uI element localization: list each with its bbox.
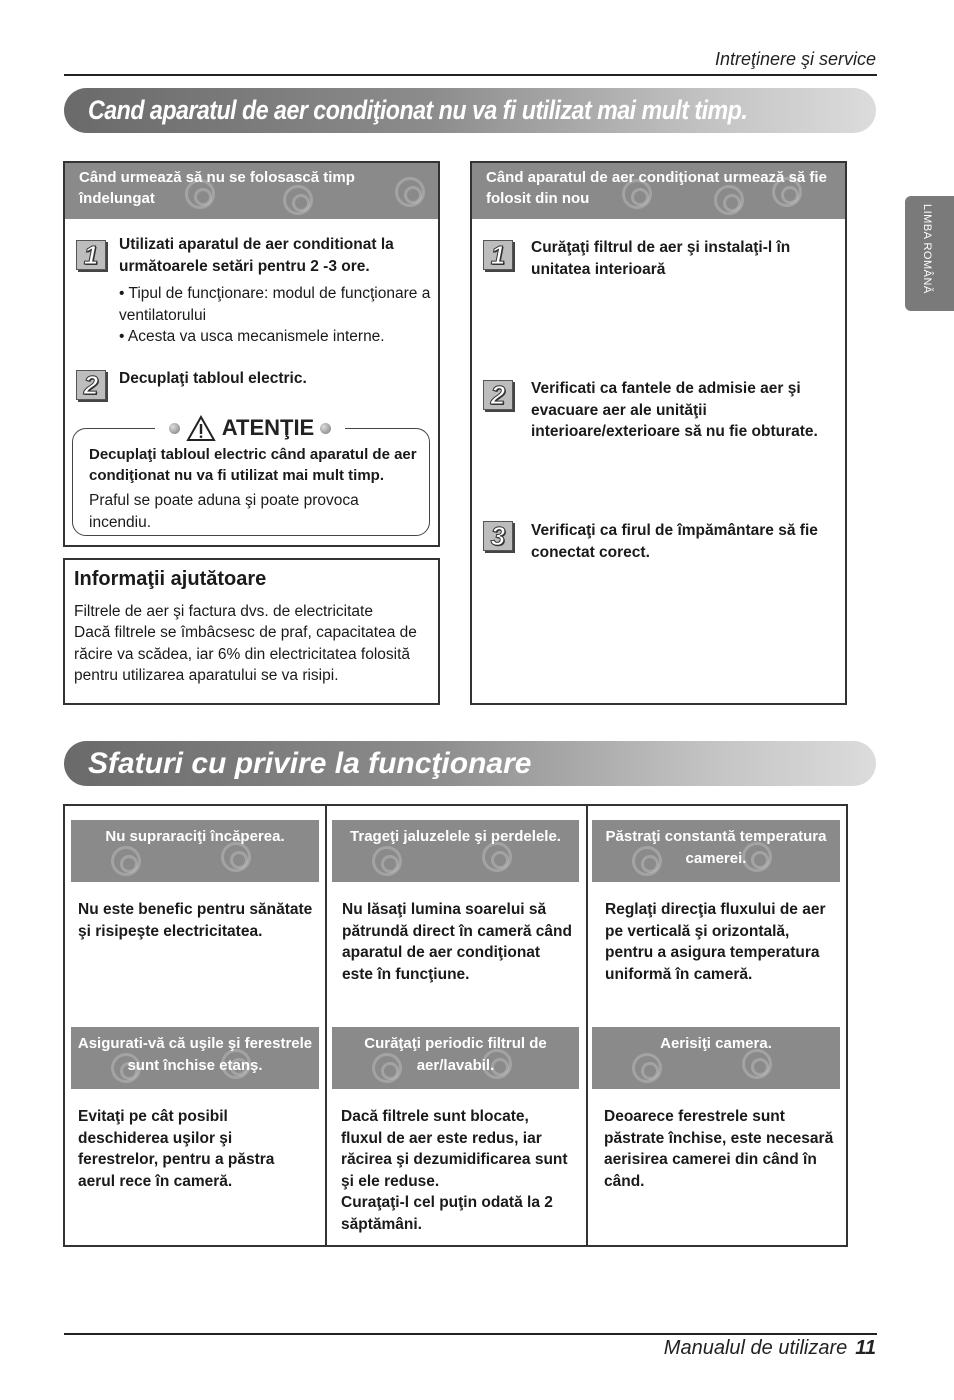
tip-4-heading: Asigurati-vă că uşile şi ferestrele sunt închise etanş. (71, 1027, 319, 1089)
step-1-bullet-1: • Tipul de funcţionare: modul de funcţionare a ventilatorului (119, 285, 431, 324)
reuse-step-1-text: Curăţaţi filtrul de aer şi instalaţi-l în unitatea interioară (531, 239, 791, 278)
page-number: 11 (855, 1337, 876, 1359)
tip-3-heading: Păstraţi constantă temperatura camerei. (592, 820, 840, 882)
footer (664, 1337, 876, 1360)
footer-label: Manualul de utilizare (663, 1337, 848, 1359)
tip-5-text: Dacă filtrele sunt blocate, fluxul de aer este redus, iar răcirea şi dezumidificarea sunt şi ele reduse. (341, 1108, 568, 1190)
tip-3-text: Reglaţi direcţia fluxului de aer pe verticală şi orizontală, pentru a asigura temperatura uniformă în cameră. (605, 901, 826, 983)
reuse-step-2-text: Verificati ca fantele de admisie aer şi evacuare aer ale unităţii interioare/exterioare să nu fie obturate. (531, 380, 818, 440)
warning-bold-text: Decuplaţi tabloul electric când aparatul de aer condiţionat nu va fi utilizat mai mult timp. (89, 446, 417, 484)
language-tab-label: LIMBA ROMÂNĂ (921, 204, 933, 294)
title-bar-storage (64, 88, 876, 133)
warning-triangle-icon (186, 415, 216, 442)
tip-5-heading: Curăţaţi periodic filtrul de aer/lavabil. (332, 1027, 579, 1089)
info-line-2: Dacă filtrele se îmbâcsesc de praf, capacitatea de (74, 624, 417, 641)
info-line-4: pentru utilizarea aparatului se va risipi. (74, 667, 339, 684)
info-line-3: răcire va scădea, iar 6% din electricitatea folosită (74, 646, 410, 663)
step-1-bullet-2: • Acesta va usca mecanismele interne. (119, 328, 385, 345)
language-tab (905, 196, 954, 311)
title-storage: Cand aparatul de aer condiţionat nu va fi utilizat mai mult timp. (88, 95, 748, 125)
warning-title-text: ATENŢIE (221, 415, 315, 440)
reuse-heading-bar (472, 163, 845, 219)
section-label: Intreţinere şi service (714, 49, 876, 69)
warning-title (155, 411, 345, 445)
tip-2-text: Nu lăsaţi lumina soarelui să pătrundă direct în cameră când aparatul de aer condiţionat este în funcţiune. (342, 901, 572, 983)
header-rule (64, 74, 877, 76)
warning-dot-left (169, 423, 180, 434)
reuse-step-2-badge: 2 (483, 380, 513, 410)
reuse-step-3-badge: 3 (483, 521, 513, 551)
title-tips: Sfaturi cu privire la funcţionare (88, 746, 532, 780)
title-bar-tips (64, 741, 876, 786)
reuse-step-3-text: Verificaţi ca firul de împământare să fie conectat corect. (531, 522, 818, 561)
tip-6-heading: Aerisiţi camera. (592, 1027, 840, 1089)
step-1-badge: 1 (76, 240, 106, 270)
tip-6-text: Deoarece ferestrele sunt păstrate închise, este necesară aerisirea camerei din când în când. (604, 1108, 834, 1190)
tip-2-heading: Trageţi jaluzelele şi perdelele. (332, 820, 579, 882)
reuse-heading: Când aparatul de aer condiţionat urmează să fie folosit din nou (486, 169, 827, 207)
tip-4-text: Evitaţi pe cât posibil deschiderea uşilor şi ferestrelor, pentru a păstra aerul rece în cameră. (78, 1108, 275, 1190)
step-2-text: Decuplaţi tabloul electric. (119, 370, 307, 387)
warning-dot-right (320, 423, 331, 434)
tip-5-extra: Curaţaţi-l cel puţin odată la 2 săptămâni. (341, 1194, 553, 1233)
step-2-badge: 2 (76, 370, 106, 400)
step-1-text: Utilizati aparatul de aer conditionat la următoarele setări pentru 2 -3 ore. (119, 236, 394, 275)
info-line-1: Filtrele de aer şi factura dvs. de electricitate (74, 603, 373, 620)
footer-rule (64, 1333, 877, 1335)
long-storage-heading: Când urmează să nu se folosască timp îndelungat (79, 169, 355, 207)
long-storage-heading-bar (65, 163, 438, 219)
info-title: Informaţii ajutătoare (74, 568, 267, 590)
reuse-step-1-badge: 1 (483, 240, 513, 270)
tip-1-text: Nu este benefic pentru sănătate şi risipeşte electricitatea. (78, 901, 313, 940)
tip-1-heading: Nu supraraciţi încăperea. (71, 820, 319, 882)
warning-text: Praful se poate aduna şi poate provoca incendiu. (89, 492, 359, 531)
